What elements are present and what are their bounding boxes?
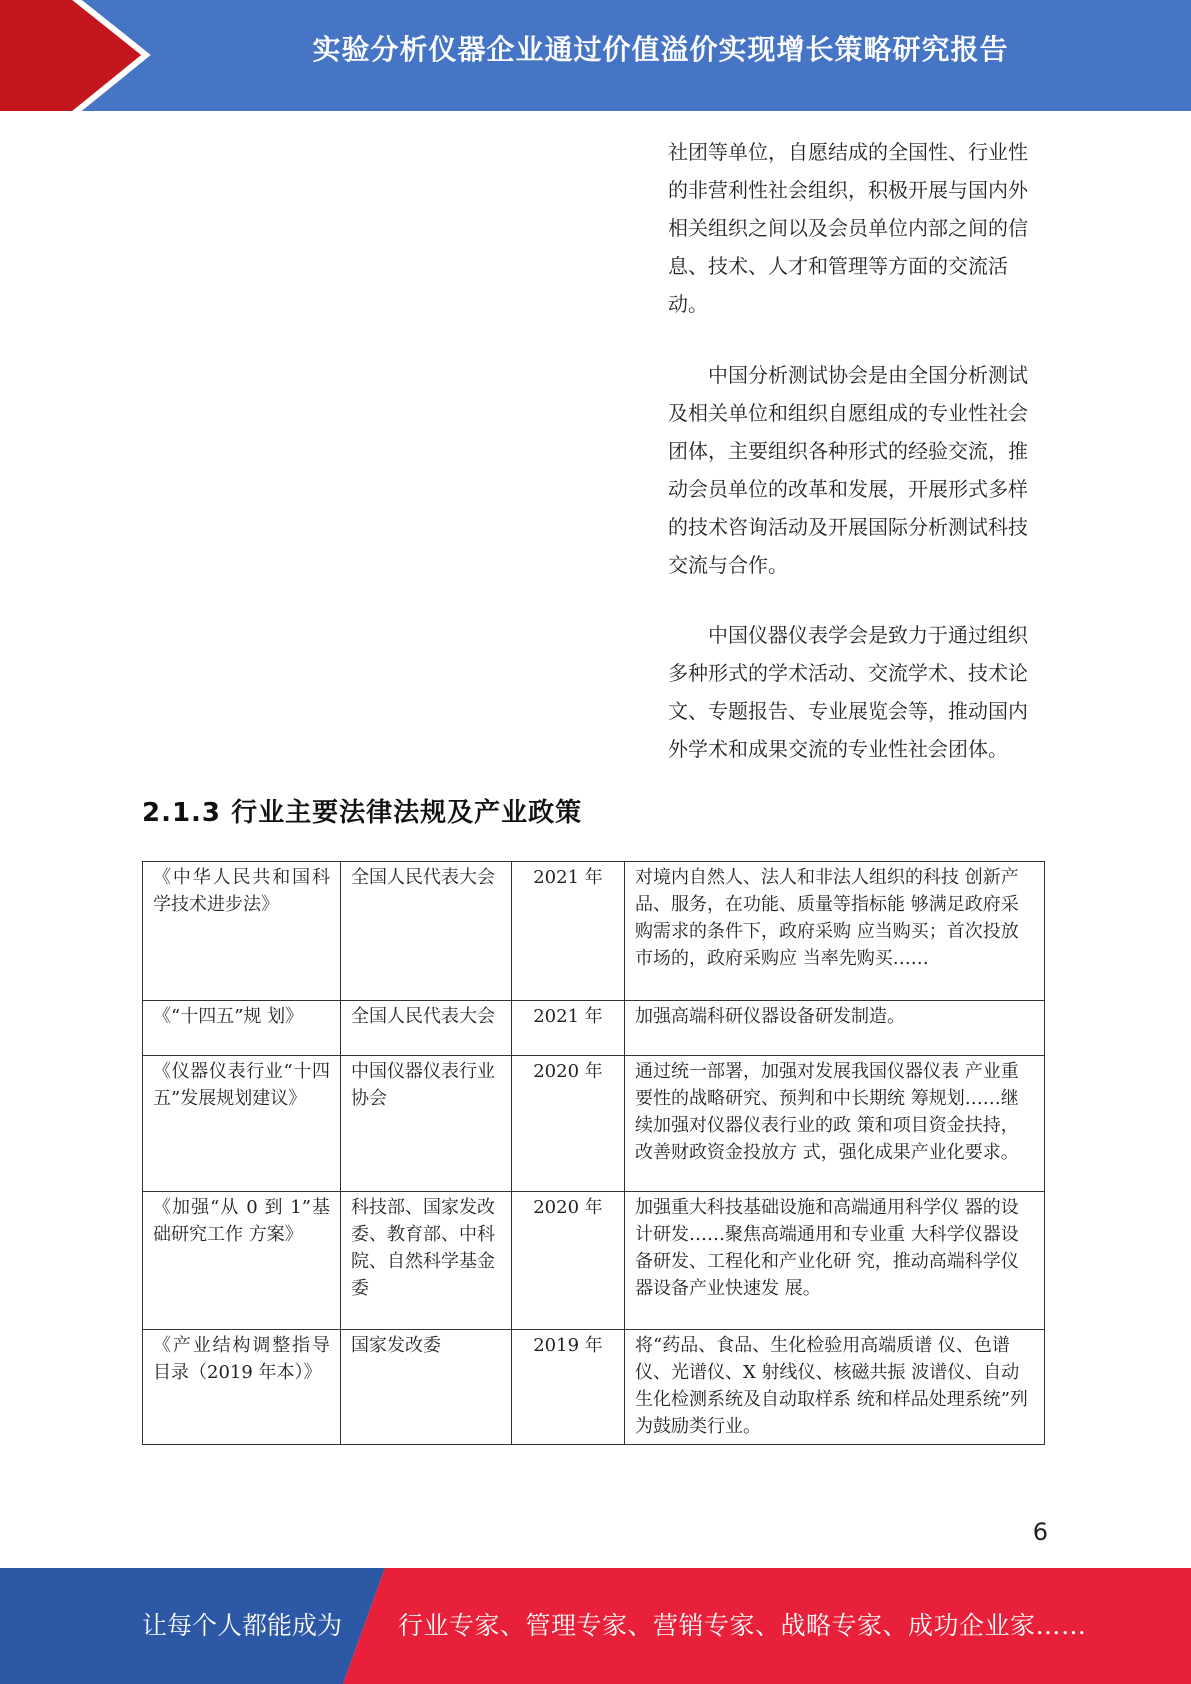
content-cell: 对境内自然人、法人和非法人组织的科技 创新产品、服务，在功能、质量等指标能 够满足政府采购需求的条件下，政府采购 应当购买；首次投放市场的，政府采购应 当率先购买……: [625, 862, 1045, 1001]
paragraph-analysis-testing-association: [668, 356, 1046, 584]
issuer-cell: 全国人民代表大会: [341, 1001, 512, 1056]
paragraph-instrument-society: [668, 616, 1046, 768]
content-cell: 加强重大科技基础设施和高端通用科学仪 器的设计研发……聚焦高端通用和专业重 大科学仪器设备研发、工程化和产业化研 究，推动高端科学仪器设备产业快速发 展。: [625, 1192, 1045, 1330]
policy-name-cell: 《“十四五”规 划》: [143, 1001, 341, 1056]
paragraph-text: 中国仪器仪表学会是致力于通过组织多种形式的学术活动、交流学术、技术论文、专题报告、专业展览会等，推动国内外学术和成果交流的专业性社会团体。: [668, 623, 1028, 761]
page-number: 6: [1032, 1518, 1048, 1546]
year-cell: 2019 年: [512, 1330, 625, 1445]
header-arrow-decoration: [0, 0, 160, 111]
issuer-cell: 科技部、国家发改委、教育部、中科院、自然科学基金委: [341, 1192, 512, 1330]
paragraph-text: 中国分析测试协会是由全国分析测试及相关单位和组织自愿组成的专业性社会团体，主要组织各种形式的经验交流，推动会员单位的改革和发展，开展形式多样的技术咨询活动及开展国际分析测试科技交流与合作。: [668, 363, 1028, 577]
footer-slogan-left: 让每个人都能成为: [142, 1611, 343, 1640]
paragraph-social-organizations: [668, 133, 1046, 323]
table-row: [143, 1330, 1045, 1445]
policy-name-cell: 《仪器仪表行业“十四五”发展规划建议》: [143, 1056, 341, 1192]
content-cell: 加强高端科研仪器设备研发制造。: [625, 1001, 1045, 1056]
issuer-cell: 国家发改委: [341, 1330, 512, 1445]
policy-name-cell: 《加强“从 0 到 1”基础研究工作 方案》: [143, 1192, 341, 1330]
table-row: [143, 1192, 1045, 1330]
policy-name-cell: 《中华人民共和国科学技术进步法》: [143, 862, 341, 1001]
year-cell: 2020 年: [512, 1192, 625, 1330]
year-cell: 2021 年: [512, 1001, 625, 1056]
year-cell: 2021 年: [512, 862, 625, 1001]
year-cell: 2020 年: [512, 1056, 625, 1192]
table-row: [143, 1056, 1045, 1192]
section-heading: 2.1.3 行业主要法律法规及产业政策: [142, 798, 583, 828]
issuer-cell: 中国仪器仪表行业协会: [341, 1056, 512, 1192]
footer-banner: [0, 1568, 1191, 1684]
content-cell: 通过统一部署，加强对发展我国仪器仪表 产业重要性的战略研究、预判和中长期统 筹规划……继续加强对仪器仪表行业的政 策和项目资金扶持，改善财政资金投放方 式，强化成果产业化要求。: [625, 1056, 1045, 1192]
table-row: [143, 1001, 1045, 1056]
issuer-cell: 全国人民代表大会: [341, 862, 512, 1001]
report-title: 实验分析仪器企业通过价值溢价实现增长策略研究报告: [312, 33, 1009, 66]
table-row: [143, 862, 1045, 1001]
policy-name-cell: 《产业结构调整指导目录（2019 年本）》: [143, 1330, 341, 1445]
footer-slogan-right: 行业专家、管理专家、营销专家、战略专家、成功企业家……: [398, 1611, 1087, 1640]
content-cell: 将“药品、食品、生化检验用高端质谱 仪、色谱仪、光谱仪、X 射线仪、核磁共振 波谱仪、自动生化检测系统及自动取样系 统和样品处理系统”列为鼓励类行业。: [625, 1330, 1045, 1445]
paragraph-text: 社团等单位，自愿结成的全国性、行业性的非营利性社会组织，积极开展与国内外相关组织之间以及会员单位内部之间的信息、技术、人才和管理等方面的交流活动。: [668, 140, 1028, 316]
header-banner: [0, 0, 1191, 111]
policy-table: [142, 861, 1045, 1445]
